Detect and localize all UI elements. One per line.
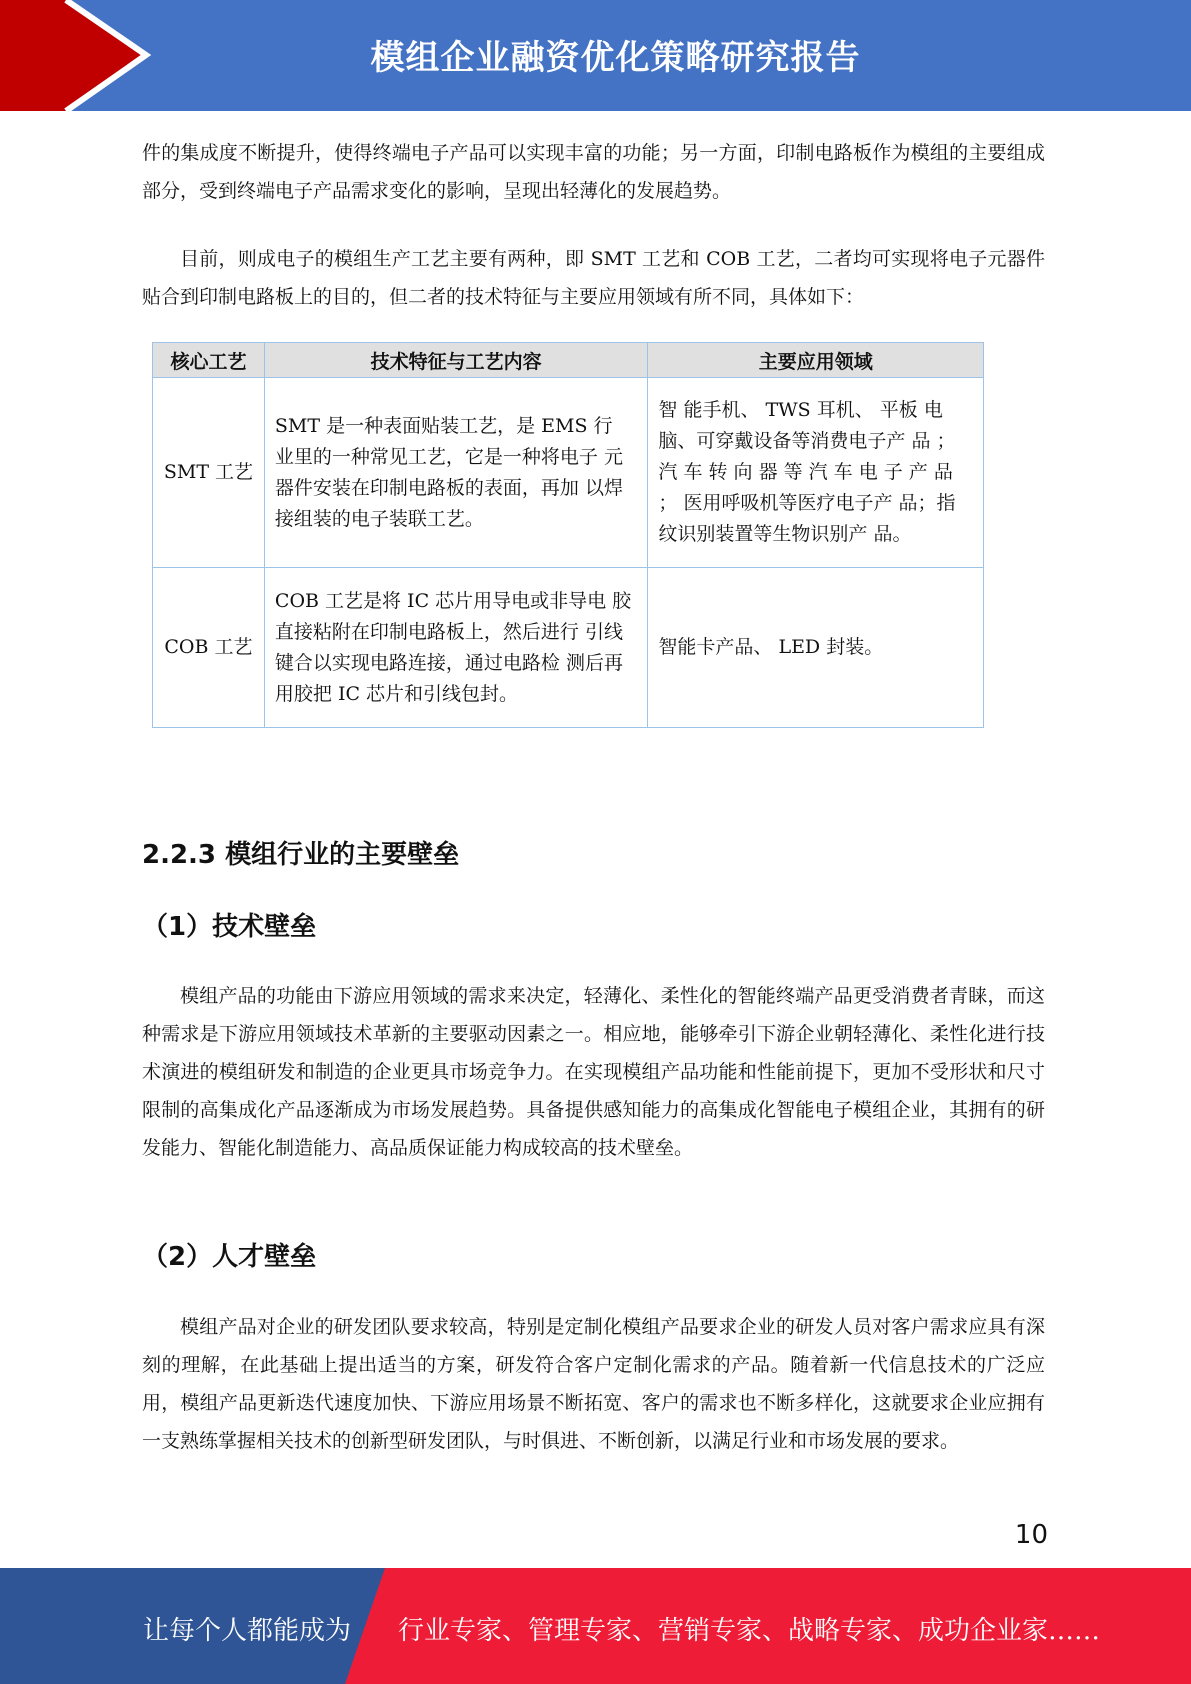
subsection-heading-technical: （1）技术壁垒 <box>142 912 317 942</box>
page-header <box>0 0 1191 111</box>
intro-paragraph-1: 件的集成度不断提升，使得终端电子产品可以实现丰富的功能；另一方面，印制电路板作为模组的主要组成部分，受到终端电子产品需求变化的影响，呈现出轻薄化的发展趋势。 <box>142 142 1045 202</box>
table-row <box>153 378 984 568</box>
cell-features: SMT 是一种表面贴装工艺，是 EMS 行 业里的一种常见工艺，它是一种将电子 元器件安装在印制电路板的表面，再加 以焊接组装的电子装联工艺。 <box>264 378 648 568</box>
footer-slogan-right: 行业专家、管理专家、营销专家、战略专家、成功企业家…… <box>398 1616 1101 1646</box>
talent-barrier-text: 模组产品对企业的研发团队要求较高，特别是定制化模组产品要求企业的研发人员对客户需求应具有深刻的理解，在此基础上提出适当的方案，研发符合客户定制化需求的产品。随着新一代信息技术的广泛应用，模组产品更新迭代速度加快、下游应用场景不断拓宽、客户的需求也不断多样化，这就要求企业应拥有一支熟练掌握相关技术的创新型研发团队，与时俱进、不断创新，以满足行业和市场发展的要求。 <box>142 1316 1045 1452</box>
header-process: 核心工艺 <box>153 343 265 378</box>
cell-features: COB 工艺是将 IC 芯片用导电或非导电 胶直接粘附在印制电路板上，然后进行 引线键合以实现电路连接，通过电路检 测后再用胶把 IC 芯片和引线包封。 <box>264 568 648 728</box>
technical-barrier-block <box>142 977 1045 1167</box>
technical-barrier-text: 模组产品的功能由下游应用领域的需求来决定，轻薄化、柔性化的智能终端产品更受消费者青睐，而这种需求是下游应用领域技术革新的主要驱动因素之一。相应地，能够牵引下游企业朝轻薄化、柔性化进行技术演进的模组研发和制造的企业更具市场竞争力。在实现模组产品功能和性能前提下，更加不受形状和尺寸限制的高集成化产品逐渐成为市场发展趋势。具备提供感知能力的高集成化智能电子模组企业，其拥有的研发能力、智能化制造能力、高品质保证能力构成较高的技术壁垒。 <box>142 985 1045 1159</box>
cell-applications: 智能卡产品、 LED 封装。 <box>648 568 984 728</box>
page-footer <box>0 1568 1191 1684</box>
intro-paragraph-2-block <box>142 240 1045 316</box>
cell-process: COB 工艺 <box>153 568 265 728</box>
intro-paragraph-1-block <box>142 134 1045 210</box>
section-heading: 2.2.3 模组行业的主要壁垒 <box>142 840 460 870</box>
cell-process: SMT 工艺 <box>153 378 265 568</box>
header-applications: 主要应用领域 <box>648 343 984 378</box>
talent-barrier-block <box>142 1308 1045 1460</box>
table-row <box>153 568 984 728</box>
header-features: 技术特征与工艺内容 <box>264 343 648 378</box>
table-header-row <box>153 343 984 378</box>
cell-applications: 智 能手机、 TWS 耳机、 平板 电脑、可穿戴设备等消费电子产 品 ； 汽 车 转 向 器 等 汽 车 电 子 产 品 ； 医用呼吸机等医疗电子产 品；指纹识别装置等生物识别产 品。 <box>648 378 984 568</box>
process-comparison-table <box>152 342 984 728</box>
footer-slogan-left: 让每个人都能成为 <box>143 1616 352 1646</box>
subsection-heading-talent: （2）人才壁垒 <box>142 1242 317 1272</box>
intro-paragraph-2: 目前，则成电子的模组生产工艺主要有两种，即 SMT 工艺和 COB 工艺，二者均可实现将电子元器件贴合到印制电路板上的目的，但二者的技术特征与主要应用领域有所不同，具体如下： <box>142 248 1045 308</box>
page-number: 10 <box>1014 1520 1048 1550</box>
report-title: 模组企业融资优化策略研究报告 <box>370 38 861 78</box>
